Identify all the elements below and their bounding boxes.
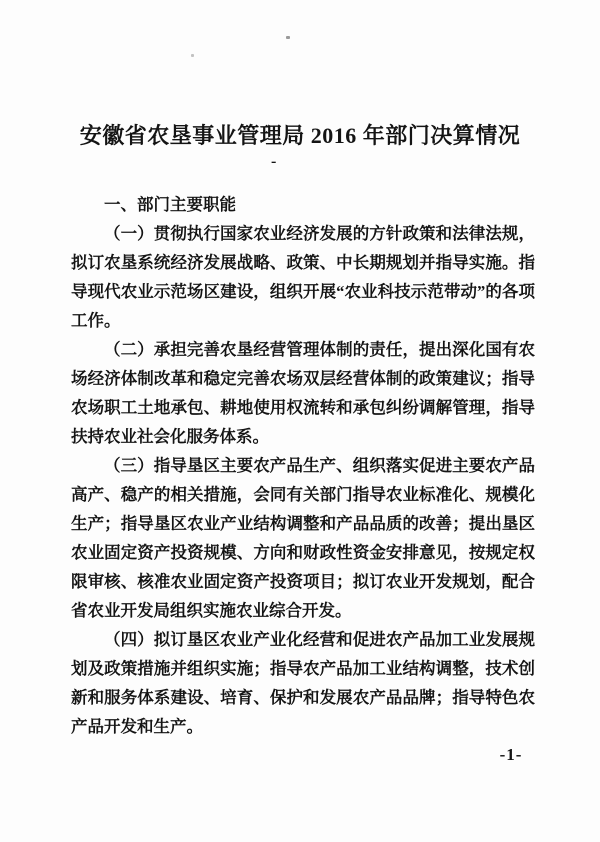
scan-artifact xyxy=(191,54,194,57)
paragraph-duty-1: （一）贯彻执行国家农业经济发展的方针政策和法律法规，拟订农垦系统经济发展战略、政策、中长期规划并指导实施。指导现代农业示范场区建设，组织开展“农业科技示范带动”的各项工作。 xyxy=(71,224,535,330)
document-title: 安徽省农垦事业管理局 2016 年部门决算情况 xyxy=(79,123,521,148)
paragraph-duty-2: （二）承担完善农垦经营管理体制的责任，提出深化国有农场经济体制改革和稳定完善农场双层经营体制的政策建议；指导农场职工土地承包、耕地使用权流转和承包纠纷调解管理，指导扶持农业社会化服务体系。 xyxy=(71,340,535,446)
section-heading: 一、部门主要职能 xyxy=(104,195,236,214)
title-dash-artifact: - xyxy=(271,153,277,170)
paragraph-duty-3: （三）指导垦区主要农产品生产、组织落实促进主要农产品高产、稳产的相关措施，会同有关部门指导农业标准化、规模化生产；指导垦区农业产业结构调整和产品品质的改善；提出垦区农业固定资产投资规模、方向和财政性资金安排意见，按规定权限审核、核准农业固定资产投资项目；拟订农业开发规划，配合省农业开发局组织实施农业综合开发。 xyxy=(71,456,535,620)
scan-artifact xyxy=(286,36,290,39)
document-body xyxy=(71,190,535,741)
paragraph-duty-4: （四）拟订垦区农业产业化经营和促进农产品加工业发展规划及政策措施并组织实施；指导农产品加工业结构调整，技术创新和服务体系建设、培育、保护和发展农产品品牌；指导特色农产品开发和生产。 xyxy=(71,630,535,736)
page-number: -1- xyxy=(499,745,523,764)
